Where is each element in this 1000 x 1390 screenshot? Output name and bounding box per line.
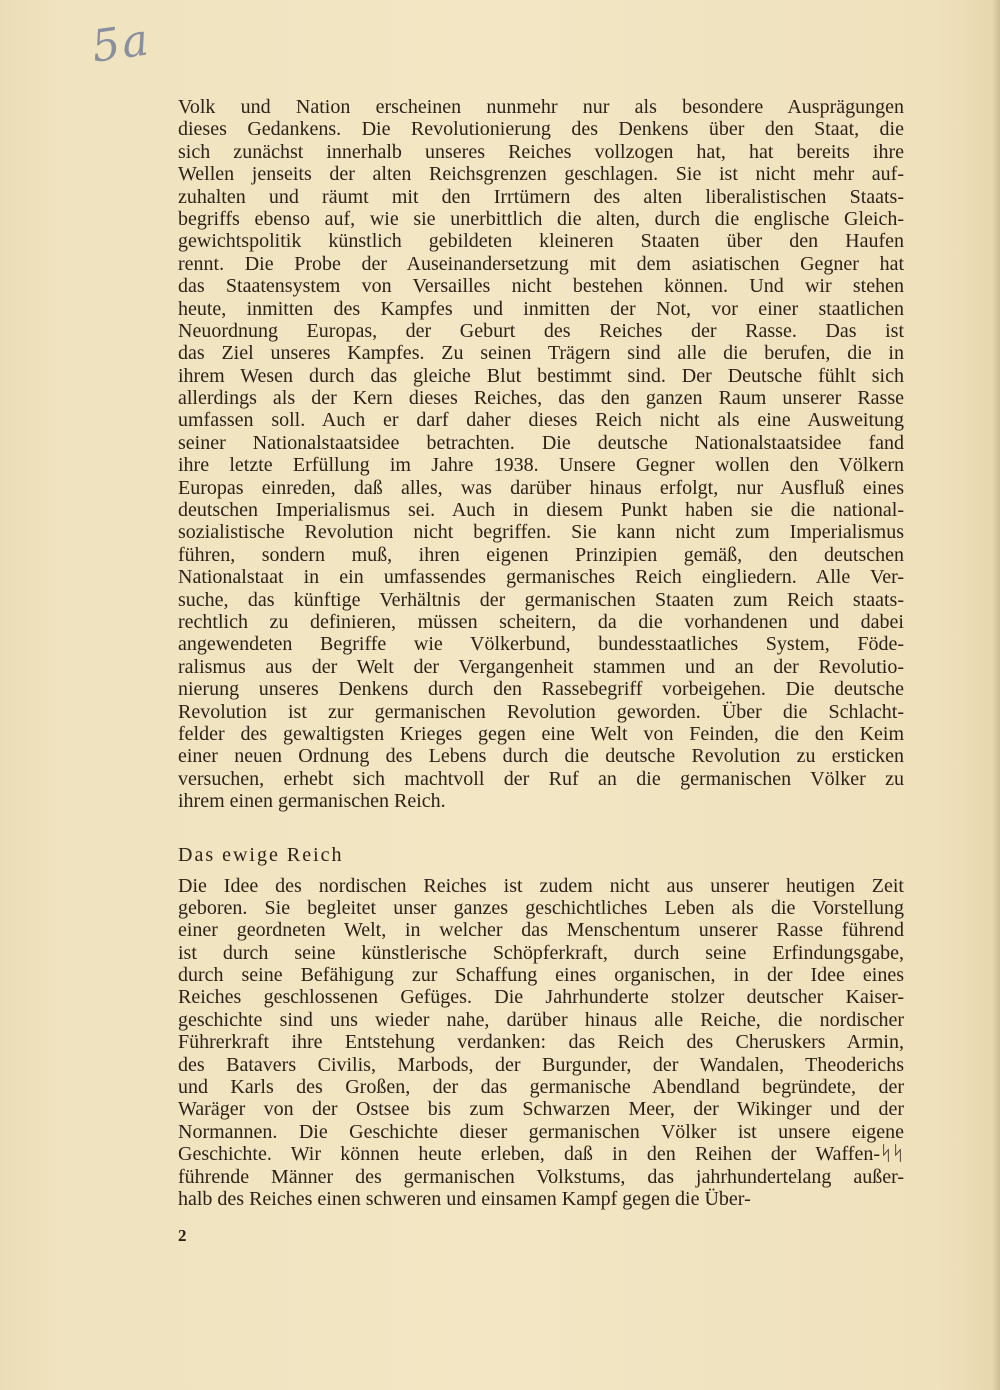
text-line: Führerkraft ihre Entstehung verdanken: das Reich des Cheruskers Armin, [178,1031,904,1054]
text-line: ist durch seine künstlerische Schöpferkraft, durch seine Erfindungsgabe, [178,941,904,964]
text-line: umfassen soll. Auch er darf daher dieses Reich nicht als eine Ausweitung [178,409,904,432]
handwritten-page-note: 5a [88,14,154,73]
text-line: Wellen jenseits der alten Reichsgrenzen geschlagen. Sie ist nicht mehr auf- [178,163,904,186]
text-line: suche, das künftige Verhältnis der germanischen Staaten zum Reich staats- [178,588,904,611]
text-line: nierung unseres Denkens durch den Rassebegriff vorbeigehen. Die deutsche [178,678,904,701]
text-line: Revolution ist zur germanischen Revolution geworden. Über die Schlacht- [178,700,904,723]
text-line: und Karls des Großen, der das germanische Abendland begründete, der [178,1076,904,1099]
text-line: geboren. Sie begleitet unser ganzes geschichtliches Leben als die Vorstellung [178,896,904,919]
paragraph-2 [178,875,904,1211]
text-line: felder des gewaltigsten Krieges gegen eine Welt von Feinden, die den Keim [178,722,904,745]
text-line: rennt. Die Probe der Auseinandersetzung mit dem asiatischen Gegner hat [178,252,904,275]
text-line: ihrem einen germanischen Reich. [178,790,446,813]
text-line: dieses Gedankens. Die Revolutionierung des Denkens über den Staat, die [178,118,904,141]
text-line: Geschichte. Wir können heute erleben, daß in den Reihen der Waffen-ᛋᛋ [178,1143,904,1166]
text-line: sich zunächst innerhalb unseres Reiches vollzogen hat, hat bereits ihre [178,140,904,163]
body-text [178,96,904,1210]
text-line: ihre letzte Erfüllung im Jahre 1938. Unsere Gegner wollen den Völkern [178,454,904,477]
text-line: Reiches geschlossenen Gefüges. Die Jahrhunderte stolzer deutscher Kaiser- [178,986,904,1009]
text-line: begriffs ebenso auf, wie sie unerbittlich die alten, durch die englische Gleich- [178,207,904,230]
text-line: Die Idee des nordischen Reiches ist zudem nicht aus unserer heutigen Zeit [178,874,904,897]
text-line: sozialistische Revolution nicht begriffen. Sie kann nicht zum Imperialismus [178,521,904,544]
text-line: Nationalstaat in ein umfassendes germanisches Reich eingliedern. Alle Ver- [178,566,904,589]
text-line: Europas einreden, daß alles, was darüber hinaus erfolgt, nur Ausfluß eines [178,476,904,499]
text-line: heute, inmitten des Kampfes und inmitten der Not, vor einer staatlichen [178,297,904,320]
text-line: deutschen Imperialismus sei. Auch in diesem Punkt haben sie die national- [178,499,904,522]
text-line: geschichte sind uns wieder nahe, darüber hinaus alle Reiche, die nordischer [178,1008,904,1031]
text-line: ralismus aus der Welt der Vergangenheit stammen und an der Revolutio- [178,655,904,678]
text-line: das Ziel unseres Kampfes. Zu seinen Trägern sind alle die berufen, die in [178,342,904,365]
text-line: Neuordnung Europas, der Geburt des Reiches der Rasse. Das ist [178,319,904,342]
page-number: 2 [178,1226,187,1245]
text-line: versuchen, erhebt sich machtvoll der Ruf an die germanischen Völker zu [178,767,904,790]
text-line: führende Männer des germanischen Volkstums, das jahrhundertelang außer- [178,1165,904,1188]
text-line: angewendeten Begriffe wie Völkerbund, bundesstaatliches System, Föde- [178,633,904,656]
text-line: durch seine Befähigung zur Schaffung eines organischen, in der Idee eines [178,964,904,987]
text-line: seiner Nationalstaatsidee betrachten. Die deutsche Nationalstaatsidee fand [178,431,904,454]
text-line: gewichtspolitik künstlich gebildeten kleineren Staaten über den Haufen [178,230,904,253]
text-line: ihrem Wesen durch das gleiche Blut bestimmt sind. Der Deutsche fühlt sich [178,364,904,387]
text-line: einer geordneten Welt, in welcher das Menschentum unserer Rasse führend [178,919,904,942]
text-line: halb des Reiches einen schweren und einsamen Kampf gegen die Über- [178,1187,751,1210]
section-heading: Das ewige Reich [178,843,344,866]
text-line: des Batavers Civilis, Marbods, der Burgunder, der Wandalen, Theoderichs [178,1053,904,1076]
text-line: Normannen. Die Geschichte dieser germanischen Völker ist unsere eigene [178,1120,904,1143]
text-line: Volk und Nation erscheinen nunmehr nur als besondere Ausprägungen [178,96,904,118]
text-line: Waräger von der Ostsee bis zum Schwarzen Meer, der Wikinger und der [178,1098,904,1121]
text-line: zuhalten und räumt mit den Irrtümern des alten liberalistischen Staats- [178,185,904,208]
text-line: einer neuen Ordnung des Lebens durch die deutsche Revolution zu ersticken [178,745,904,768]
paragraph-1 [178,96,904,813]
text-line: das Staatensystem von Versailles nicht bestehen können. Und wir stehen [178,275,904,298]
text-line: allerdings als der Kern dieses Reiches, das den ganzen Raum unserer Rasse [178,387,904,410]
text-line: rechtlich zu definieren, müssen scheitern, da die vorhandenen und dabei [178,610,904,633]
text-line: führen, sondern muß, ihren eigenen Prinzipien gemäß, den deutschen [178,543,904,566]
